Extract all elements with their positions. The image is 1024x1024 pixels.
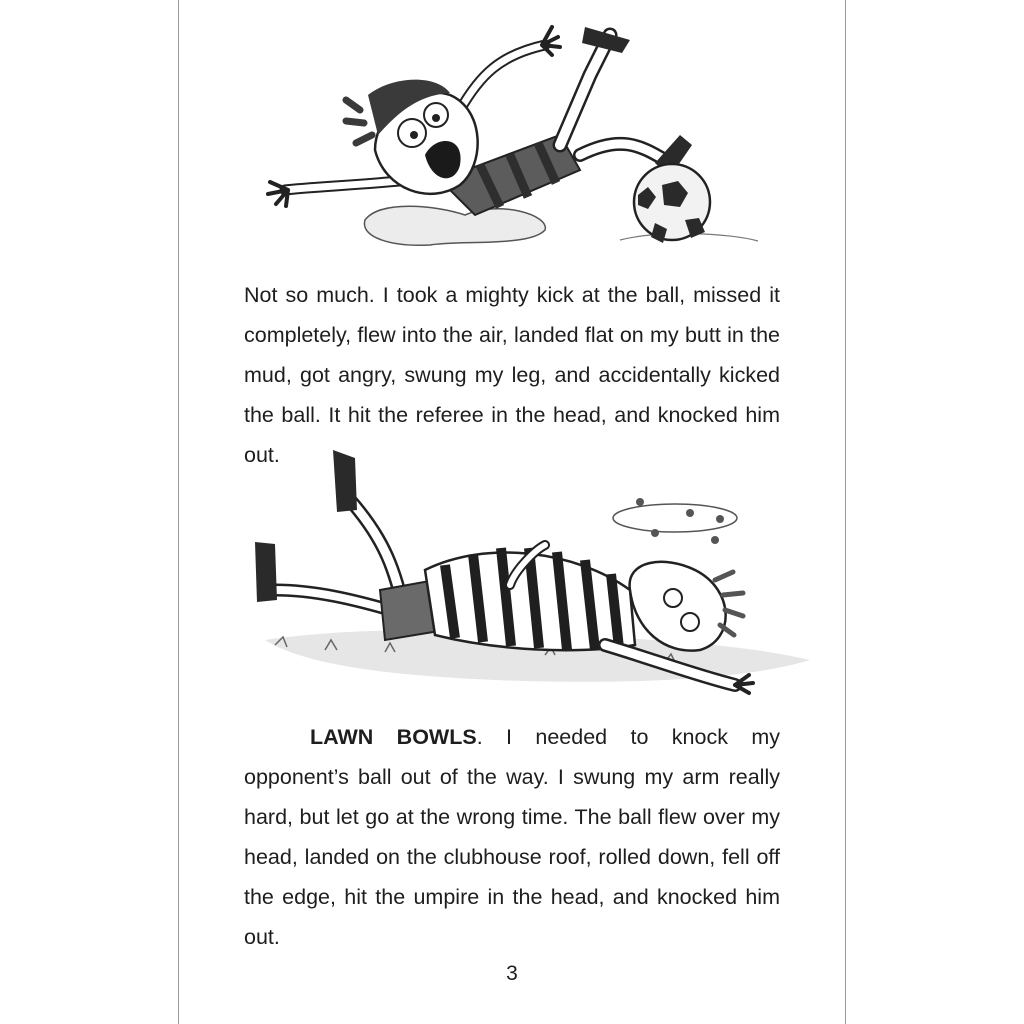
lawn-bowls-heading: LAWN BOWLS: [310, 724, 477, 749]
illustration-boy-slipping-on-soccer-ball: [260, 15, 760, 255]
paragraph-soccer: Not so much. I took a mighty kick at the ball, missed it completely, flew into the air, landed flat on my butt in the mud, got angry, swung my leg, and accidentally kicked the ball. It hit the referee in the head, and knocked him out.: [244, 282, 780, 467]
illustration-knocked-out-referee: [245, 440, 820, 705]
lawn-bowls-text: . I needed to knock my opponent’s ball out of the way. I swung my arm really hard, but let go at the wrong time. The ball flew over my head, landed on the clubhouse roof, rolled down, fell off the edge, hit the umpire in the head, and knocked him out.: [244, 724, 780, 949]
boy-slipping-drawing: [260, 15, 760, 255]
referee-knocked-out-drawing: [245, 440, 820, 705]
page-number: 3: [506, 962, 518, 985]
paragraph-lawn-bowls: [244, 717, 780, 957]
